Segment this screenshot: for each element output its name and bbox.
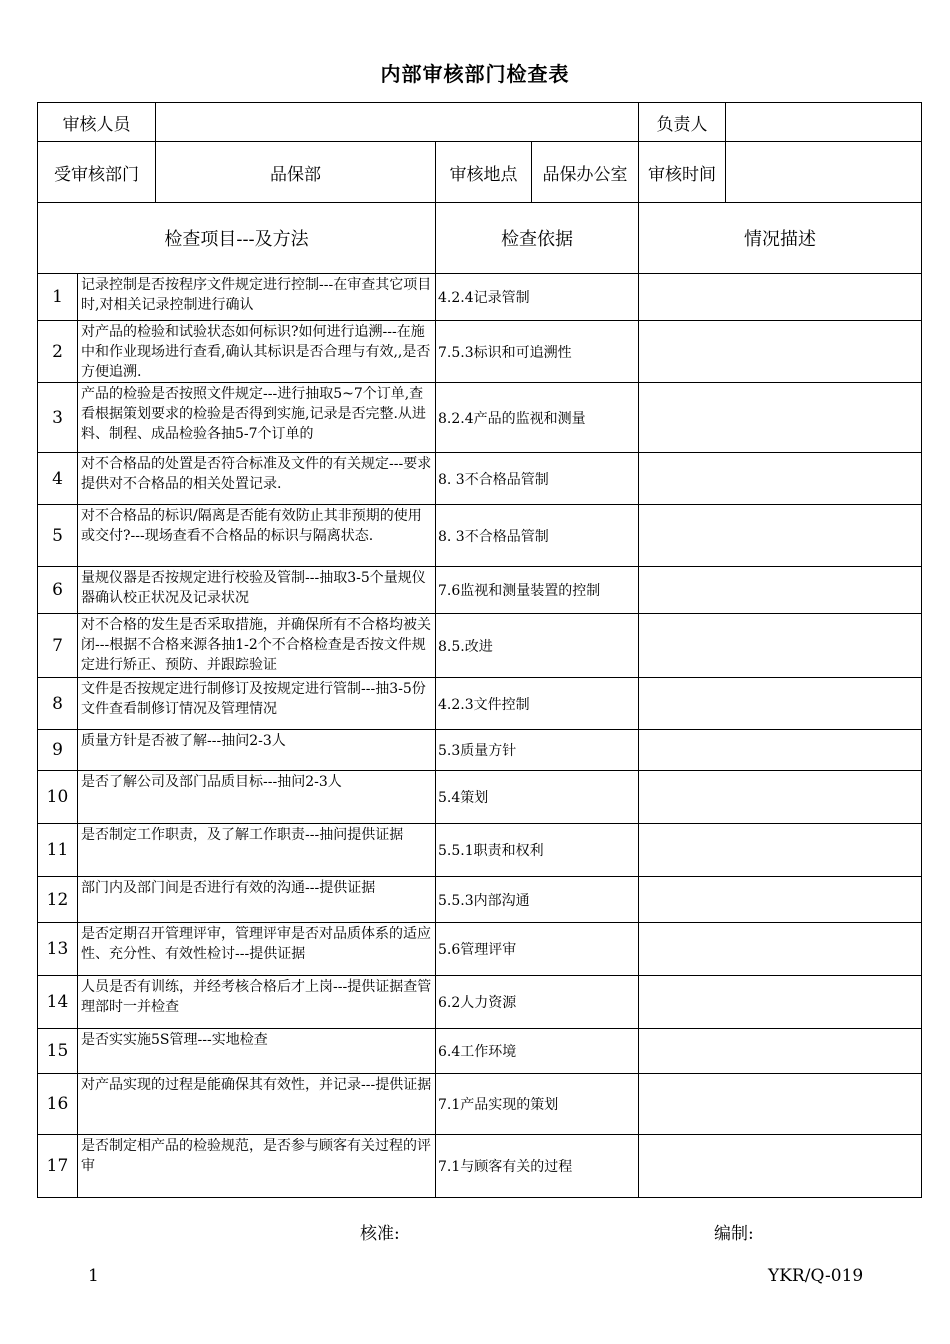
situation-description-cell[interactable] — [639, 321, 922, 383]
check-basis: 5.5.1职责和权利 — [436, 824, 639, 877]
check-item: 部门内及部门间是否进行有效的沟通---提供证据 — [78, 877, 436, 923]
situation-description-cell[interactable] — [639, 877, 922, 923]
check-basis: 5.4策划 — [436, 771, 639, 824]
situation-description-cell[interactable] — [639, 614, 922, 678]
department-row — [38, 142, 922, 203]
column-header-basis: 检查依据 — [436, 203, 639, 274]
row-number: 15 — [38, 1029, 78, 1074]
situation-description-cell[interactable] — [639, 976, 922, 1029]
situation-description-cell[interactable] — [639, 1074, 922, 1135]
department-label: 受审核部门 — [38, 142, 156, 203]
check-item: 对不合格品的处置是否符合标准及文件的有关规定---要求提供对不合格品的相关处置记录. — [78, 453, 436, 505]
time-label: 审核时间 — [639, 142, 726, 203]
check-item: 文件是否按规定进行制修订及按规定进行管制---抽3-5份文件查看制修订情况及管理情况 — [78, 678, 436, 730]
situation-description-cell[interactable] — [639, 678, 922, 730]
situation-description-cell[interactable] — [639, 730, 922, 771]
check-item: 对不合格的发生是否采取措施，并确保所有不合格均被关闭---根据不合格来源各抽1-2个不合格检查是否按文件规定进行矫正、预防、并跟踪验证 — [78, 614, 436, 678]
row-number: 8 — [38, 678, 78, 730]
situation-description-cell[interactable] — [639, 274, 922, 321]
situation-description-cell[interactable] — [639, 923, 922, 976]
row-number: 16 — [38, 1074, 78, 1135]
table-row — [38, 824, 922, 877]
check-basis: 6.2人力资源 — [436, 976, 639, 1029]
check-item: 质量方针是否被了解---抽问2-3人 — [78, 730, 436, 771]
row-number: 14 — [38, 976, 78, 1029]
row-number: 1 — [38, 274, 78, 321]
document-title: 内部审核部门检查表 — [380, 62, 570, 86]
check-basis: 8. 3不合格品管制 — [436, 505, 639, 567]
table-row — [38, 274, 922, 321]
column-header-item: 检查项目---及方法 — [38, 203, 436, 274]
document-code: YKR/Q-019 — [768, 1266, 864, 1286]
check-item: 对产品的检验和试验状态如何标识?如何进行追溯---在施中和作业现场进行查看,确认其标识是否合理与有效,,是否方便追溯. — [78, 321, 436, 383]
table-row — [38, 976, 922, 1029]
situation-description-cell[interactable] — [639, 383, 922, 453]
table-row — [38, 453, 922, 505]
responsible-value[interactable] — [726, 103, 922, 142]
table-row — [38, 923, 922, 976]
checklist-table — [37, 102, 922, 1198]
situation-description-cell[interactable] — [639, 824, 922, 877]
check-basis: 7.5.3标识和可追溯性 — [436, 321, 639, 383]
check-item: 人员是否有训练，并经考核合格后才上岗---提供证据查管理部时一并检查 — [78, 976, 436, 1029]
department-value[interactable]: 品保部 — [156, 142, 436, 203]
situation-description-cell[interactable] — [639, 1029, 922, 1074]
approve-label: 核准: — [360, 1224, 400, 1244]
check-item: 产品的检验是否按照文件规定---进行抽取5~7个订单,查看根据策划要求的检验是否得到实施,记录是否完整.从进料、制程、成品检验各抽5-7个订单的 — [78, 383, 436, 453]
row-number: 17 — [38, 1135, 78, 1198]
row-number: 6 — [38, 567, 78, 614]
table-row — [38, 614, 922, 678]
table-row — [38, 678, 922, 730]
row-number: 2 — [38, 321, 78, 383]
prepare-label: 编制: — [714, 1224, 754, 1244]
row-number: 7 — [38, 614, 78, 678]
row-number: 13 — [38, 923, 78, 976]
row-number: 5 — [38, 505, 78, 567]
check-item: 对产品实现的过程是能确保其有效性，并记录---提供证据 — [78, 1074, 436, 1135]
check-item: 记录控制是否按程序文件规定进行控制---在审查其它项目时,对相关记录控制进行确认 — [78, 274, 436, 321]
responsible-label: 负责人 — [639, 103, 726, 142]
location-value[interactable]: 品保办公室 — [532, 142, 639, 203]
check-item: 是否定期召开管理评审，管理评审是否对品质体系的适应性、充分性、有效性检讨---提供证据 — [78, 923, 436, 976]
table-row — [38, 321, 922, 383]
check-basis: 8. 3不合格品管制 — [436, 453, 639, 505]
table-row — [38, 1074, 922, 1135]
check-basis: 5.3质量方针 — [436, 730, 639, 771]
check-basis: 4.2.4记录管制 — [436, 274, 639, 321]
row-number: 3 — [38, 383, 78, 453]
table-row — [38, 567, 922, 614]
column-header-row — [38, 203, 922, 274]
check-basis: 6.4工作环境 — [436, 1029, 639, 1074]
row-number: 9 — [38, 730, 78, 771]
check-item: 对不合格品的标识/隔离是否能有效防止其非预期的使用或交付?---现场查看不合格品的标识与隔离状态. — [78, 505, 436, 567]
table-row — [38, 877, 922, 923]
check-basis: 5.5.3内部沟通 — [436, 877, 639, 923]
situation-description-cell[interactable] — [639, 453, 922, 505]
check-basis: 4.2.3文件控制 — [436, 678, 639, 730]
table-row — [38, 505, 922, 567]
time-value[interactable] — [726, 142, 922, 203]
check-basis: 5.6管理评审 — [436, 923, 639, 976]
table-row — [38, 1029, 922, 1074]
check-item: 是否实实施5S管理---实地检查 — [78, 1029, 436, 1074]
column-header-description: 情况描述 — [639, 203, 922, 274]
page-number: 1 — [88, 1266, 99, 1286]
table-row — [38, 771, 922, 824]
check-item: 是否了解公司及部门品质目标---抽问2-3人 — [78, 771, 436, 824]
row-number: 10 — [38, 771, 78, 824]
check-basis: 7.1与顾客有关的过程 — [436, 1135, 639, 1198]
check-basis: 8.2.4产品的监视和测量 — [436, 383, 639, 453]
check-item: 是否制定相产品的检验规范，是否参与顾客有关过程的评审 — [78, 1135, 436, 1198]
table-row — [38, 383, 922, 453]
check-basis: 7.6监视和测量装置的控制 — [436, 567, 639, 614]
table-row — [38, 1135, 922, 1198]
check-basis: 7.1产品实现的策划 — [436, 1074, 639, 1135]
situation-description-cell[interactable] — [639, 1135, 922, 1198]
auditor-row — [38, 103, 922, 142]
table-row — [38, 730, 922, 771]
check-basis: 8.5.改进 — [436, 614, 639, 678]
row-number: 4 — [38, 453, 78, 505]
row-number: 12 — [38, 877, 78, 923]
auditor-label: 审核人员 — [38, 103, 156, 142]
situation-description-cell[interactable] — [639, 771, 922, 824]
row-number: 11 — [38, 824, 78, 877]
location-label: 审核地点 — [436, 142, 532, 203]
check-item: 是否制定工作职责，及了解工作职责---抽问提供证据 — [78, 824, 436, 877]
auditor-value[interactable] — [156, 103, 639, 142]
situation-description-cell[interactable] — [639, 505, 922, 567]
check-item: 量规仪器是否按规定进行校验及管制---抽取3-5个量规仪器确认校正状况及记录状况 — [78, 567, 436, 614]
situation-description-cell[interactable] — [639, 567, 922, 614]
